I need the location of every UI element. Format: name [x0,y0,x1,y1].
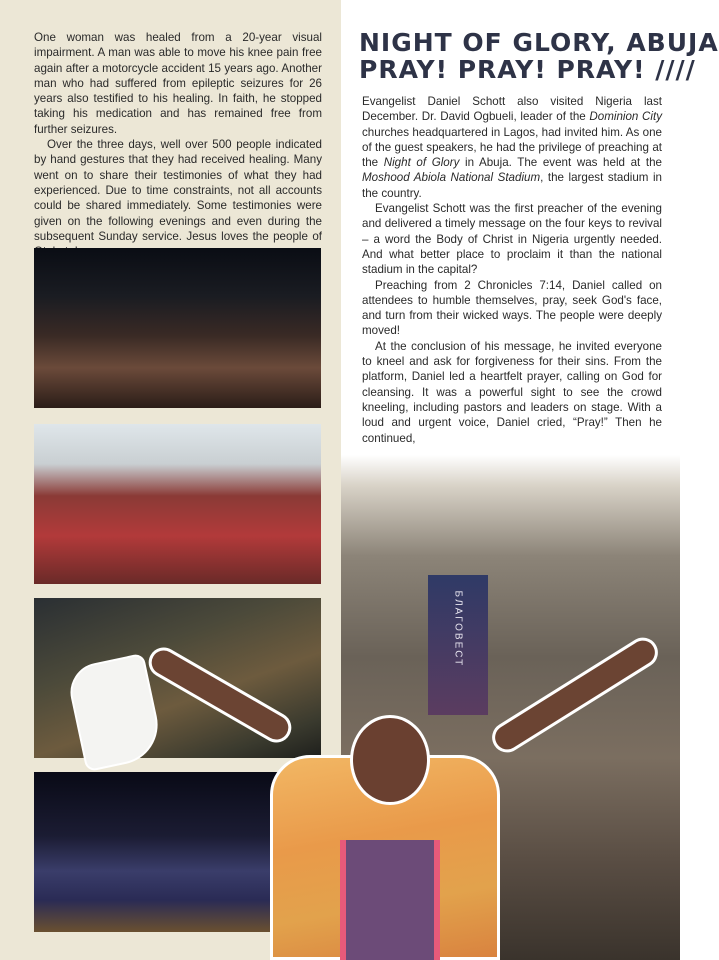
title-line-2: PRAY! PRAY! PRAY! //// [359,55,696,84]
left-paragraph-1: One woman was healed from a 20-year visual impairment. A man was able to move his knee pain free again after a motorcycle accident 15 years ago. Another man who had suffered from epileptic seizures for 26 years also testified to his healing. In faith, he stopped taking his medication and has remained free from further seizures. [34,31,322,136]
p1-text-b: churches headquartered in Lagos, had invited him. As one of the guest speakers, he had the privilege of preaching at the [362,125,662,170]
p1-text-d: , the largest stadium in the country. [362,171,662,200]
woman-head [350,715,430,805]
article-body [362,94,662,446]
title-line-1: NIGHT OF GLORY, ABUJA [359,28,719,57]
article-paragraph-4: At the conclusion of his message, he invited everyone to kneel and ask for forgiveness for their sins. From the platform, Daniel led a heartfelt prayer, calling on God for cleansing. It was a powerful sight to see the crowd kneeling, including pastors and leaders on stage. With a loud and urgent voice, Daniel cried, “Pray!” Then he continued, [362,339,662,445]
photo-crusade-van [34,424,321,584]
banner-text: БЛАГОВЕСТ [452,590,464,668]
p1-event-name: Night of Glory [383,156,460,170]
photo-stadium-night-crowd [34,248,321,408]
left-body-text [34,30,322,259]
p1-text-a: Evangelist Daniel Schott also visited Nigeria last December. Dr. David Ogbueli, leader of the [362,95,662,124]
left-paragraph-2: Over the three days, well over 500 people indicated by hand gestures that they had received healing. Many went on to share their testimonies of what they had experienced. Due to time constraints, not all accounts could be shared immediately. Some testimonies were given on the following evenings and even during the subsequent Sunday service. Jesus loves the people of [34,138,322,243]
p1-stadium-name: Moshood Abiola National Stadium [362,171,541,185]
stadium-banner [428,575,488,715]
article-title [359,28,719,84]
dress-panel [340,840,440,960]
article-paragraph-1 [362,94,662,201]
p1-text-c: in Abuja. The event was held at the [459,156,662,170]
p1-church-name: Dominion City [589,110,662,124]
article-paragraph-2: Evangelist Schott was the first preacher of the evening and delivered a timely message on the four keys to revival – a word the Body of Christ in Nigeria urgently needed. And what better place to proclaim it than the national stadium in the capital? [362,202,662,277]
article-paragraph-3: Preaching from 2 Chronicles 7:14, Daniel called on attendees to humble themselves, pray, seek God's face, and turn from their wicked ways. The people were deeply moved! [362,278,662,338]
